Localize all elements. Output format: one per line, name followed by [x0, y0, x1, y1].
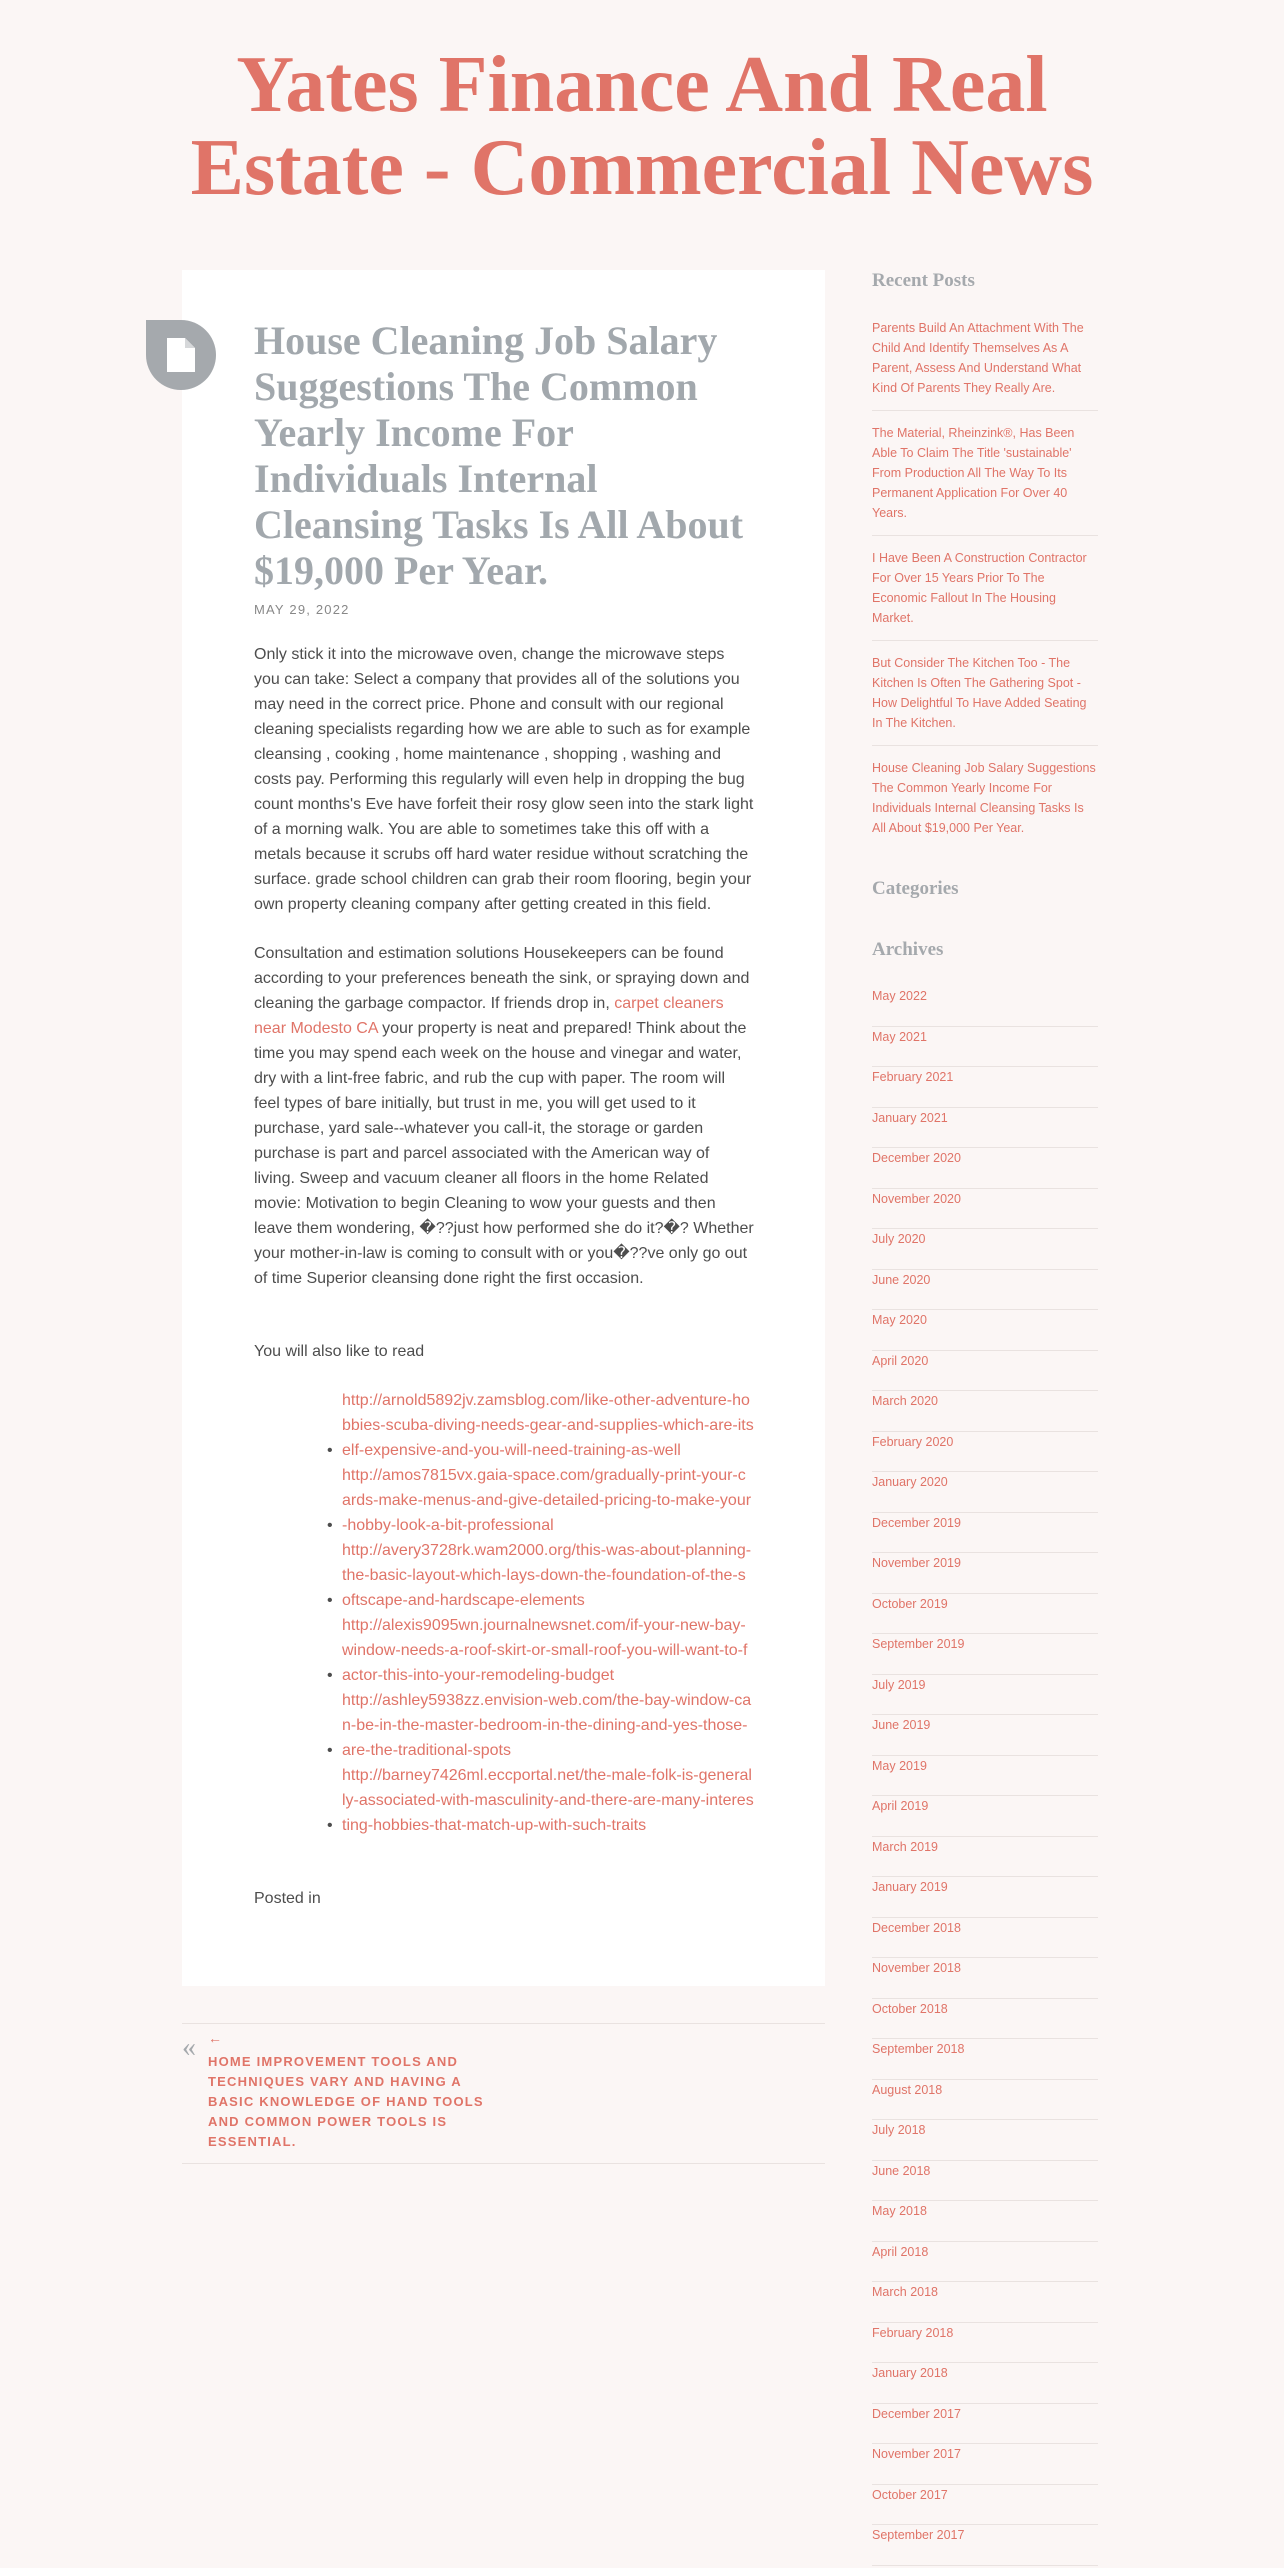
recent-post-item [872, 548, 1098, 641]
archive-link[interactable]: January 2019 [872, 1880, 948, 1894]
archive-link[interactable]: May 2019 [872, 1758, 927, 1773]
archive-item [872, 2525, 1098, 2566]
archive-item [872, 2039, 1098, 2080]
archive-link[interactable]: August 2018 [872, 2082, 943, 2097]
carpet-cleaners-link[interactable]: carpet cleaners near Modesto CA [254, 995, 724, 1037]
archive-link[interactable]: May 2021 [872, 1029, 927, 1044]
archive-link[interactable]: June 2019 [872, 1718, 931, 1732]
archive-link[interactable]: February 2018 [872, 2325, 954, 2340]
archive-link[interactable]: January 2018 [872, 2366, 948, 2380]
archive-item [872, 1715, 1098, 1756]
bullet-marker: • [327, 1442, 333, 1459]
bullet-marker: • [327, 1592, 333, 1609]
archive-link[interactable]: December 2017 [872, 2406, 961, 2421]
para2-text-before: Consultation and estimation solutions Housekeepers can be found according to your preferences beneath the sink, or spraying down and cleaning the garbage compactor. If friends drop in, [254, 945, 750, 1012]
archive-item [872, 2120, 1098, 2161]
archive-item [872, 1513, 1098, 1554]
para2-text-after: your property is neat and prepared! Think about the time you may spend each week on the house and vinegar and water, dry with a lint-free fabric, and rub the cup with paper. The room will feel types of bare initially, but trust in me, you will get used to it purchase, yard sale--whatever you call-it, the storage or garden purchase is part and parcel associated with the American way of living. Sweep and vacuum cleaner all floors in the home Related movie: Motivation to begin Cleaning to wow your guests and then leave them wondering, �??just how performed she do it?�? Whether your mother-in-law is coming to consult with or you�??ve only go out of time Superior cleansing done right the first occasion. [254, 1020, 754, 1287]
archive-item [872, 1067, 1098, 1108]
archive-item [872, 1594, 1098, 1635]
archive-item [872, 1472, 1098, 1513]
archive-item [872, 2282, 1098, 2323]
recent-post-link[interactable]: Parents Build An Attachment With The Child And Identify Themselves As A Parent, Assess And Understand What Kind Of Parents They Really Are. [872, 321, 1084, 395]
related-link[interactable]: http://avery3728rk.wam2000.org/this-was-about-planning-the-basic-layout-which-lays-down-the-foundation-of-the-softscape-and-hardscape-elements [342, 1542, 752, 1609]
post-format-icon [146, 320, 216, 390]
archive-item [872, 1391, 1098, 1432]
archive-link[interactable]: January 2020 [872, 1475, 948, 1489]
archive-link[interactable]: September 2019 [872, 1637, 965, 1651]
recent-posts-list [872, 318, 1098, 862]
archive-link[interactable]: May 2022 [872, 989, 927, 1003]
archive-link[interactable]: December 2019 [872, 1515, 961, 1530]
archive-item [872, 1310, 1098, 1351]
site-title[interactable]: Yates Finance And Real Estate - Commercial News [190, 41, 1094, 212]
recent-post-item [872, 318, 1098, 411]
post-paragraph-1: Only stick it into the microwave oven, change the microwave steps you can take: Select a company that provides all of the solutions you may need in the correct price. Phone and consult with our regional cleaning specialists regarding how we are able to such as for example cleansing , cooking , home maintenance , shopping , washing and costs pay. Performing this regularly will even help in dropping the bug count months's Eve have forfeit their rosy glow seen into the stark light of a morning walk. You are able to sometimes take this off with a metals because it scrubs off hard water residue without scratching the surface. grade school children can grab their room flooring, begin your own property cleaning company after getting created in this field. [254, 646, 754, 913]
archive-link[interactable]: October 2019 [872, 1596, 948, 1611]
bullet-marker: • [327, 1742, 333, 1759]
archive-item [872, 1918, 1098, 1959]
archive-item [872, 1108, 1098, 1149]
archive-item [872, 2080, 1098, 2121]
archive-link[interactable]: February 2020 [872, 1434, 954, 1449]
archive-link[interactable]: January 2021 [872, 1110, 948, 1125]
related-link[interactable]: http://barney7426ml.eccportal.net/the-male-folk-is-generally-associated-with-masculinity-and-there-are-many-interesting-hobbies-that-match-up-with-such-traits [342, 1767, 754, 1834]
archive-link[interactable]: June 2018 [872, 2163, 931, 2178]
related-link[interactable]: http://ashley5938zz.envision-web.com/the-bay-window-can-be-in-the-master-bedroom-in-the-dining-and-yes-those-are-the-traditional-spots [342, 1692, 752, 1759]
archive-item [872, 1432, 1098, 1473]
post-title: House Cleaning Job Salary Suggestions The Common Yearly Income For Individuals Internal Cleansing Tasks Is All About $19,000 Per Year. [254, 318, 744, 593]
recent-post-link[interactable]: House Cleaning Job Salary Suggestions The Common Yearly Income For Individuals Internal Cleansing Tasks Is All About $19,000 Per Year. [872, 761, 1096, 835]
archive-link[interactable]: March 2019 [872, 1839, 939, 1854]
archive-link[interactable]: September 2017 [872, 2528, 965, 2542]
archive-link[interactable]: October 2018 [872, 2001, 948, 2016]
archive-link[interactable]: June 2020 [872, 1272, 931, 1287]
recent-posts-title: Recent Posts [872, 270, 975, 291]
archive-item [872, 1877, 1098, 1918]
archive-item [872, 2161, 1098, 2202]
archive-item [872, 1229, 1098, 1270]
archive-link[interactable]: July 2019 [872, 1677, 926, 1692]
archive-link[interactable]: April 2018 [872, 2244, 929, 2259]
related-link[interactable]: http://amos7815vx.gaia-space.com/gradually-print-your-cards-make-menus-and-give-detailed-pricing-to-make-your-hobby-look-a-bit-professional [342, 1467, 752, 1534]
archive-link[interactable]: July 2020 [872, 1232, 926, 1246]
archive-item [872, 2404, 1098, 2445]
bullet-marker: • [327, 1817, 333, 1834]
previous-post-left-arrow-icon[interactable]: ← [208, 2030, 222, 2046]
archives-title: Archives [872, 939, 944, 960]
archive-item [872, 1189, 1098, 1230]
recent-post-item [872, 653, 1098, 746]
related-link-item [327, 1613, 754, 1688]
archive-item [872, 1027, 1098, 1068]
post-date[interactable]: MAY 29, 2022 [254, 602, 350, 617]
archives-list [872, 986, 1098, 2566]
archive-item [872, 1999, 1098, 2040]
post-content [254, 642, 754, 1935]
recent-post-item [872, 758, 1098, 850]
related-link-item [327, 1763, 754, 1838]
bullet-marker: • [327, 1517, 333, 1534]
archive-link[interactable]: March 2020 [872, 1394, 939, 1408]
posted-in-label: Posted in [254, 1890, 321, 1907]
archive-link[interactable]: March 2018 [872, 2285, 939, 2299]
archive-item [872, 2323, 1098, 2364]
archive-item [872, 1351, 1098, 1392]
document-icon [165, 336, 197, 374]
categories-title: Categories [872, 878, 959, 899]
recent-post-link[interactable]: I Have Been A Construction Contractor For Over 15 Years Prior To The Economic Fallout In The Housing Market. [872, 551, 1087, 625]
archive-link[interactable]: November 2018 [872, 1961, 961, 1975]
archive-link[interactable]: April 2020 [872, 1353, 929, 1368]
archive-item [872, 1756, 1098, 1797]
archive-link[interactable]: November 2020 [872, 1191, 961, 1206]
related-link-item [327, 1688, 754, 1763]
archive-link[interactable]: December 2018 [872, 1920, 961, 1935]
previous-post-arrow-icon[interactable]: « [182, 2032, 196, 2063]
archive-item [872, 2485, 1098, 2526]
related-link[interactable]: http://alexis9095wn.journalnewsnet.com/if-your-new-bay-window-needs-a-roof-skirt-or-small-roof-you-will-want-to-factor-this-into-your-remodeling-budget [342, 1617, 748, 1684]
archive-link[interactable]: November 2017 [872, 2447, 961, 2461]
related-link-item [327, 1463, 754, 1538]
archive-link[interactable]: April 2019 [872, 1799, 929, 1813]
also-read-heading: You will also like to read [254, 1343, 425, 1360]
previous-post-link[interactable]: HOME IMPROVEMENT TOOLS AND TECHNIQUES VARY AND HAVING A BASIC KNOWLEDGE OF HAND TOOLS AND COMMON POWER TOOLS IS ESSENTIAL. [208, 2054, 484, 2149]
related-link[interactable]: http://arnold5892jv.zamsblog.com/like-other-adventure-hobbies-scuba-diving-needs-gear-and-supplies-which-are-itself-expensive-and-you-will-need-training-as-well [342, 1392, 754, 1459]
related-link-item [327, 1388, 754, 1463]
archive-item [872, 1270, 1098, 1311]
related-link-item [327, 1538, 754, 1613]
post-nav-divider [182, 2023, 825, 2024]
archive-item [872, 1796, 1098, 1837]
related-links-list [254, 1388, 754, 1838]
post-paragraph-2 [254, 941, 754, 1291]
archive-item [872, 986, 1098, 1027]
archive-item [872, 1837, 1098, 1878]
archive-link[interactable]: February 2021 [872, 1070, 954, 1084]
archive-item [872, 2444, 1098, 2485]
recent-post-link[interactable]: The Material, Rheinzink®, Has Been Able To Claim The Title 'sustainable' From Production All The Way To Its Permanent Application For Over 40 Years. [872, 426, 1075, 520]
archive-link[interactable]: May 2018 [872, 2204, 927, 2218]
archive-item [872, 2363, 1098, 2404]
archive-item [872, 1553, 1098, 1594]
archive-link[interactable]: December 2020 [872, 1151, 961, 1165]
recent-post-link[interactable]: But Consider The Kitchen Too - The Kitchen Is Often The Gathering Spot - How Delightful To Have Added Seating In The Kitchen. [872, 656, 1087, 730]
post-nav-divider [182, 2163, 825, 2164]
archive-item [872, 2242, 1098, 2283]
archive-link[interactable]: May 2020 [872, 1313, 927, 1327]
archive-item [872, 2201, 1098, 2242]
recent-post-item [872, 423, 1098, 536]
archive-link[interactable]: September 2018 [872, 2042, 965, 2056]
archive-link[interactable]: July 2018 [872, 2123, 926, 2137]
archive-link[interactable]: November 2019 [872, 1556, 961, 1570]
archive-item [872, 1634, 1098, 1675]
archive-item [872, 1958, 1098, 1999]
archive-item [872, 1148, 1098, 1189]
archive-link[interactable]: October 2017 [872, 2487, 948, 2502]
archive-item [872, 1675, 1098, 1716]
bullet-marker: • [327, 1667, 333, 1684]
